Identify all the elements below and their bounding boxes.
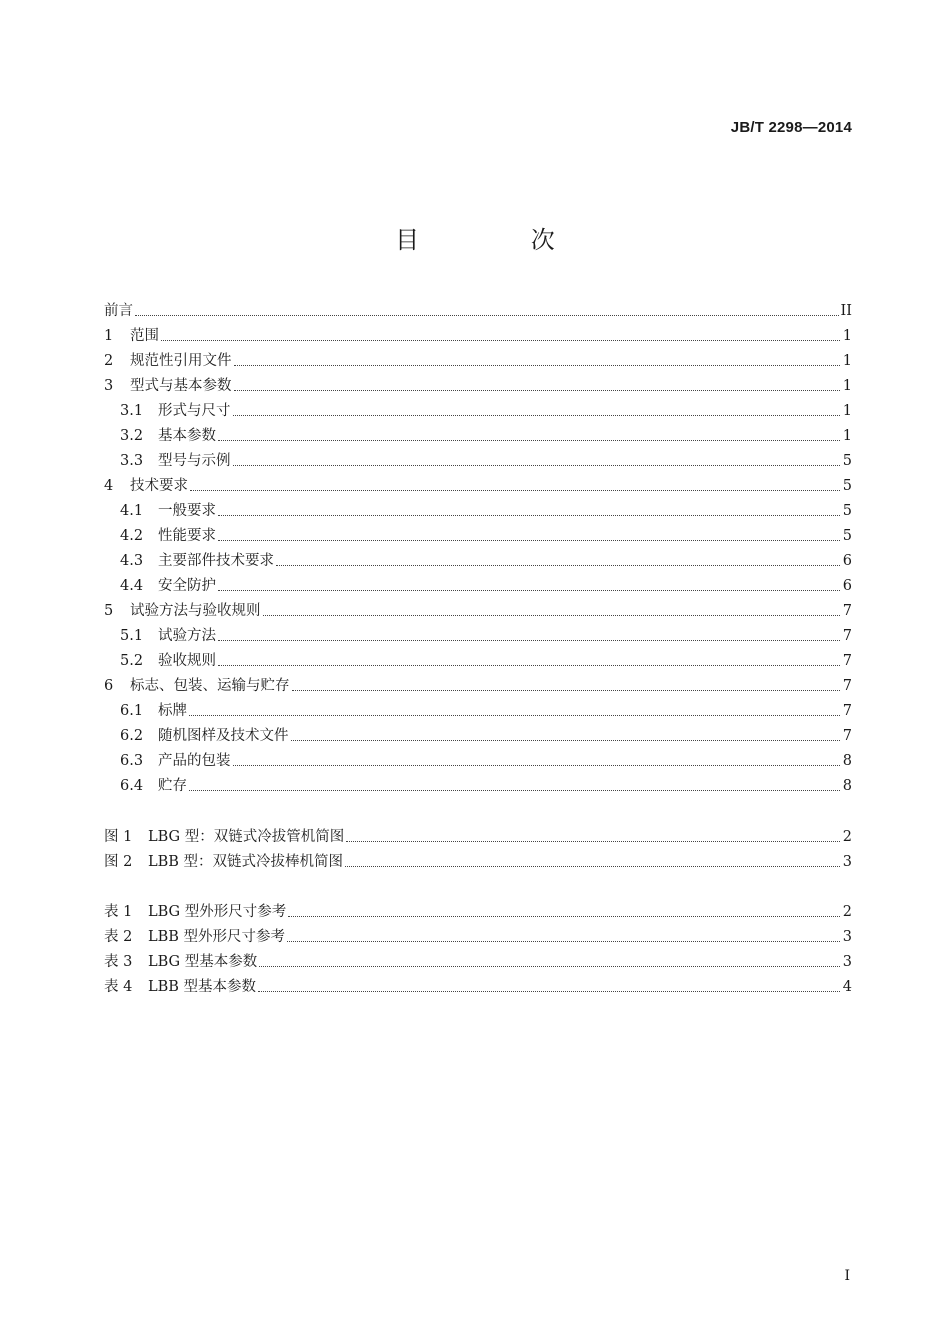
- toc-entry[interactable]: [104, 598, 852, 620]
- toc-entry-number: 4.2: [120, 528, 144, 544]
- leader-dots: [218, 440, 840, 441]
- toc-entry-page: 7: [842, 703, 852, 719]
- leader-dots: [292, 690, 841, 691]
- toc-entry-page: 6: [842, 578, 852, 594]
- toc-entry-label: 规范性引用文件: [130, 353, 232, 369]
- toc-entry-label: 型式与基本参数: [130, 378, 232, 394]
- toc-entry-label: 一般要求: [158, 503, 216, 519]
- toc-entry-number: 4: [104, 478, 114, 494]
- leader-dots: [218, 590, 840, 591]
- figures-entry-page: 3: [842, 854, 852, 870]
- toc-entry[interactable]: [120, 448, 852, 470]
- toc-entry-number: 3.3: [120, 453, 144, 469]
- toc-entry-label: 试验方法: [158, 628, 216, 644]
- tables-entry-label: LBG 型外形尺寸参考: [148, 904, 287, 920]
- tables-entry-number: 表 2: [104, 929, 133, 945]
- toc-entry[interactable]: [104, 323, 852, 345]
- figures-entry[interactable]: [104, 824, 852, 846]
- tables-entry-page: 4: [842, 979, 852, 995]
- toc-entry-number: 6.3: [120, 753, 144, 769]
- tables-entry-label: LBB 型外形尺寸参考: [148, 929, 286, 945]
- toc-entry-label: 范围: [130, 328, 159, 344]
- toc-entry-number: 5.1: [120, 628, 144, 644]
- tables-entry[interactable]: [104, 899, 852, 921]
- toc-entry[interactable]: [104, 373, 852, 395]
- toc-entry-number: 6.4: [120, 778, 144, 794]
- toc-entry[interactable]: [120, 398, 852, 420]
- leader-dots: [190, 490, 840, 491]
- toc-entry-page: 5: [842, 528, 852, 544]
- tables-entry-number: 表 1: [104, 904, 133, 920]
- figures-entry-page: 2: [842, 829, 852, 845]
- toc-entry-page: 7: [842, 653, 852, 669]
- leader-dots: [258, 991, 840, 992]
- tables-entry-number: 表 4: [104, 979, 133, 995]
- toc-entry-number: 3.1: [120, 403, 144, 419]
- leader-dots: [218, 540, 840, 541]
- toc-entry-page: 1: [842, 353, 852, 369]
- toc-entry[interactable]: [120, 523, 852, 545]
- tables-entry[interactable]: [104, 924, 852, 946]
- toc-entry-label: 形式与尺寸: [158, 403, 231, 419]
- toc-entry-page: 6: [842, 553, 852, 569]
- toc-entry-number: 5: [104, 603, 114, 619]
- toc-entry-number: 4.4: [120, 578, 144, 594]
- toc-entry[interactable]: [120, 773, 852, 795]
- toc-entry-label: 型号与示例: [158, 453, 231, 469]
- toc-entry-page: 7: [842, 678, 852, 694]
- toc-entry-number: 1: [104, 328, 114, 344]
- toc-entry-label: 贮存: [158, 778, 187, 794]
- leader-dots: [189, 790, 840, 791]
- toc-entry-label: 技术要求: [130, 478, 188, 494]
- leader-dots: [161, 340, 840, 341]
- toc-entry-page: 5: [842, 503, 852, 519]
- toc-entry-page: 7: [842, 628, 852, 644]
- leader-dots: [276, 565, 840, 566]
- toc-entry-label: 基本参数: [158, 428, 216, 444]
- leader-dots: [218, 515, 840, 516]
- toc-entry-number: 5.2: [120, 653, 144, 669]
- toc-entry[interactable]: [120, 423, 852, 445]
- figures-entry-number: 图 2: [104, 854, 133, 870]
- toc-entry-label: 随机图样及技术文件: [158, 728, 289, 744]
- toc-entry[interactable]: [104, 348, 852, 370]
- toc-entry-label: 试验方法与验收规则: [130, 603, 261, 619]
- leader-dots: [218, 640, 840, 641]
- toc-entry[interactable]: [104, 673, 852, 695]
- leader-dots: [234, 390, 841, 391]
- leader-dots: [135, 315, 839, 316]
- toc-entry-number: 3.2: [120, 428, 144, 444]
- toc-entry-number: 6.1: [120, 703, 144, 719]
- toc-entry-label: 验收规则: [158, 653, 216, 669]
- toc-entry-number: 2: [104, 353, 114, 369]
- toc-entry-page: 7: [842, 603, 852, 619]
- toc-entry-label: 标牌: [158, 703, 187, 719]
- page-number: I: [844, 1268, 850, 1284]
- tables-entry-label: LBB 型基本参数: [148, 979, 257, 995]
- leader-dots: [288, 916, 840, 917]
- toc-entry-number: 6.2: [120, 728, 144, 744]
- toc-entry-label: 性能要求: [158, 528, 216, 544]
- leader-dots: [291, 740, 841, 741]
- leader-dots: [233, 465, 841, 466]
- toc-entry[interactable]: [120, 748, 852, 770]
- figures-entry-label: LBG 型：双链式冷拔管机简图: [148, 829, 345, 845]
- toc-entry-label: 产品的包装: [158, 753, 231, 769]
- toc-entry[interactable]: [120, 648, 852, 670]
- toc-entry-label: 标志、包装、运输与贮存: [130, 678, 290, 694]
- tables-entry-page: 3: [842, 954, 852, 970]
- toc-entry[interactable]: [104, 298, 852, 320]
- leader-dots: [233, 415, 841, 416]
- toc-entry[interactable]: [120, 723, 852, 745]
- toc-entry-page: 5: [842, 478, 852, 494]
- leader-dots: [259, 966, 840, 967]
- toc-entry-number: 3: [104, 378, 114, 394]
- toc-entry-page: 1: [842, 378, 852, 394]
- toc-entry-page: 8: [842, 753, 852, 769]
- toc-entry[interactable]: [120, 623, 852, 645]
- leader-dots: [234, 365, 841, 366]
- tables-entry-label: LBG 型基本参数: [148, 954, 258, 970]
- tables-entry-page: 2: [842, 904, 852, 920]
- page-title: 目 次: [395, 226, 607, 254]
- toc-entry-page: II: [840, 303, 852, 319]
- leader-dots: [345, 866, 840, 867]
- leader-dots: [346, 841, 840, 842]
- toc-entry-page: 7: [842, 728, 852, 744]
- tables-entry[interactable]: [104, 974, 852, 996]
- leader-dots: [263, 615, 841, 616]
- figures-entry[interactable]: [104, 849, 852, 871]
- toc-entry[interactable]: [120, 573, 852, 595]
- toc-entry[interactable]: [120, 498, 852, 520]
- toc-entry-page: 1: [842, 328, 852, 344]
- toc-entry-number: 4.3: [120, 553, 144, 569]
- toc-entry[interactable]: [104, 473, 852, 495]
- toc-entry-label: 安全防护: [158, 578, 216, 594]
- toc-entry[interactable]: [120, 698, 852, 720]
- toc-entry-page: 1: [842, 403, 852, 419]
- toc-entry-label: 主要部件技术要求: [158, 553, 274, 569]
- tables-entry-page: 3: [842, 929, 852, 945]
- toc-entry-page: 1: [842, 428, 852, 444]
- toc-entry[interactable]: [120, 548, 852, 570]
- figures-entry-number: 图 1: [104, 829, 133, 845]
- leader-dots: [189, 715, 840, 716]
- toc-entry-label: 前言: [104, 303, 133, 319]
- figures-entry-label: LBB 型：双链式冷拔棒机简图: [148, 854, 344, 870]
- toc-entry-page: 8: [842, 778, 852, 794]
- leader-dots: [218, 665, 840, 666]
- tables-entry-number: 表 3: [104, 954, 133, 970]
- toc-entry-page: 5: [842, 453, 852, 469]
- leader-dots: [287, 941, 840, 942]
- toc-entry-number: 4.1: [120, 503, 144, 519]
- leader-dots: [233, 765, 841, 766]
- tables-entry[interactable]: [104, 949, 852, 971]
- standard-code: JB/T 2298—2014: [730, 119, 852, 136]
- toc-entry-number: 6: [104, 678, 114, 694]
